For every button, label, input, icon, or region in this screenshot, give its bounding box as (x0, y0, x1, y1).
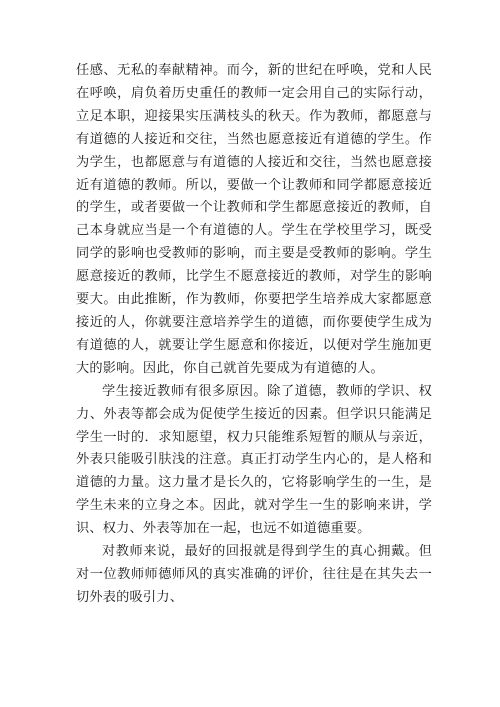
paragraph-teacher-reward: 对教师来说，最好的回报就是得到学生的真心拥戴。但对一位教师师德师风的真实准确的评价，往往是在其失去一切外表的吸引力、 (76, 544, 432, 605)
paragraph-continuation: 任感、无私的奉献精神。而今，新的世纪在呼唤，党和人民在呼唤，肩负着历史重任的教师一定会用自己的实际行动，立足本职，迎接果实压满枝头的秋天。作为教师，都愿意与有道德的人接近和交往，当然也愿意接近有道德的学生。作为学生，也都愿意与有道德的人接近和交往，当然也愿意接近有道德的教师。所以，要做一个让教师和同学都愿意接近的学生，或者要做一个让教师和学生都愿意接近的教师，自己本身就应当是一个有道德的人。学生在学校里学习，既受同学的影响也受教师的影响，而主要是受教师的影响。学生愿意接近的教师，比学生不愿意接近的教师，对学生的影响要大。由此推断，作为教师，你要把学生培养成大家都愿意接近的人，你就要注意培养学生的道德，而你要使学生成为有道德的人，就要让学生愿意和你接近，以便对学生施加更大的影响。因此，你自己就首先要成为有道德的人。 (76, 63, 432, 376)
paragraph-student-approach: 学生接近教师有很多原因。除了道德，教师的学识、权力、外表等都会成为促使学生接近的因素。但学识只能满足学生一时的．求知愿望，权力只能维系短暂的顺从与亲近，外表只能吸引肤浅的注意。真正打动学生内心的，是人格和道德的力量。这力量才是长久的，它将影响学生的一生，是学生未来的立身之本。因此，就对学生一生的影响来讲，学识、权力、外表等加在一起，也远不如道德重要。 (76, 383, 432, 537)
document-body (76, 60, 432, 610)
